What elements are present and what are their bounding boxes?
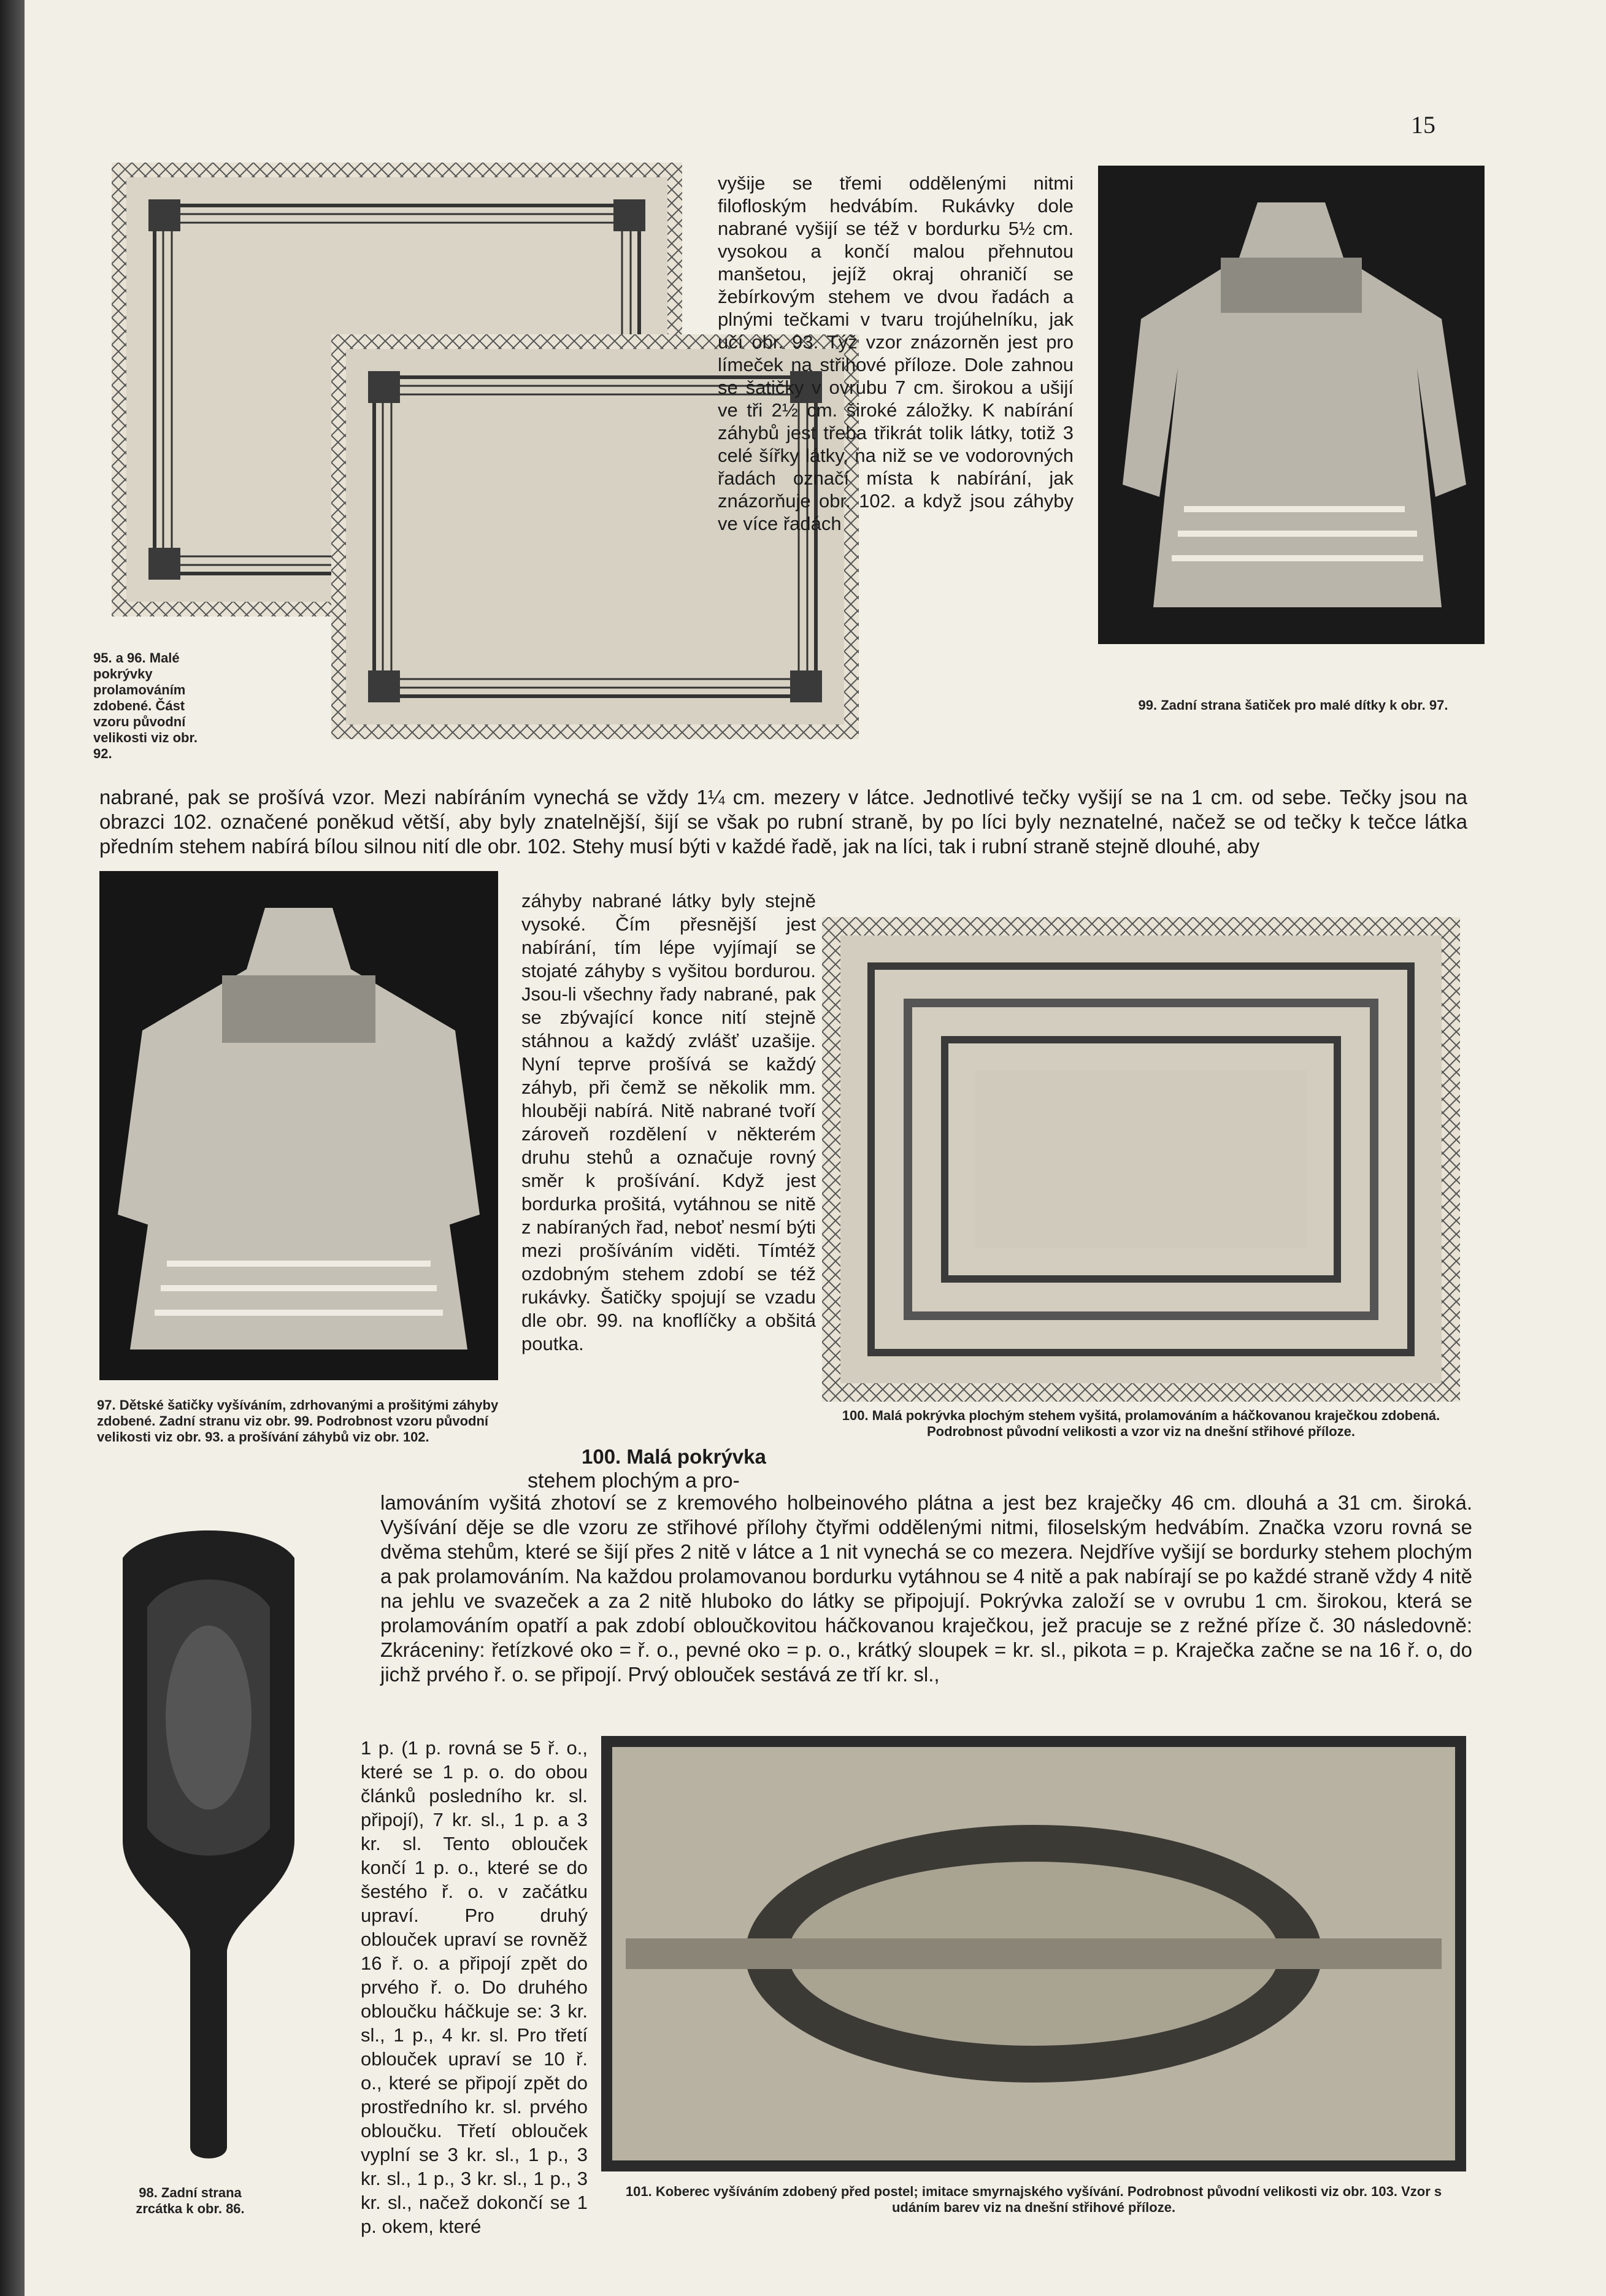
text-paragraph-5: 1 p. (1 p. rovná se 5 ř. o., které se 1 p. o. do obou článků posledního kr. sl. připojí), 7 kr. sl., 1 p. a 3 kr. sl. Tento oblouček končí 1 p. o., které se do šestého ř. o. v začátku upraví. Pro druhý oblouček upraví se rovněž 16 ř. o. a připojí zpět do prvého ř. o. Do druhého obloučku háčkuje se: 3 kr. sl., 1 p., 4 kr. sl. Pro třetí oblouček upraví se 10 ř. o., které se připojí zpět do prostředního kr. sl. prvého obloučku. Třetí oblouček vyplní se 3 kr. sl., 1 p., 3 kr. sl., 1 p., 3 kr. sl., 1 p., 3 kr. sl., načež dokončí se 1 p. okem, které	[361, 1737, 588, 2237]
figure-97-dress-front	[99, 871, 498, 1380]
heading-fig-100: 100. Malá pokrývka	[582, 1445, 766, 1468]
book-spine-shadow	[0, 0, 25, 2296]
caption-fig-95-96: 95. a 96. Malé pokrývky prolamováním zdobené. Část vzoru původní velikosti viz obr. 92.	[93, 650, 198, 761]
figure-101-carpet	[601, 1736, 1466, 2171]
caption-fig-101: 101. Koberec vyšíváním zdobený před postel; imitace smyrnajského vyšívání. Podrobnost původní velikosti viz obr. 103. Vzor s udáním barev viz na dnešní střihové příloze.	[625, 2184, 1442, 2215]
caption-fig-97: 97. Dětské šatičky vyšíváním, zdrhovanými a prošitými záhyby zdobené. Zadní stranu viz obr. 99. Podrobnost vzoru původní velikosti viz obr. 93. a prošívání záhybů viz obr. 102.	[97, 1397, 499, 1445]
page-number: 15	[1411, 111, 1435, 139]
caption-fig-98: 98. Zadní strana zrcátka k obr. 86.	[136, 2185, 245, 2216]
figure-100-cover	[822, 917, 1460, 1402]
text-paragraph-4-start: stehem plochým a pro-	[528, 1469, 740, 1492]
figure-99-dress-back	[1098, 166, 1485, 644]
caption-fig-99: 99. Zadní strana šatiček pro malé dítky k obr. 97.	[1138, 697, 1448, 713]
text-paragraph-4: lamováním vyšitá zhotoví se z kremového holbeinového plátna a jest bez kraječky 46 cm. dlouhá a 31 cm. široká. Vyšívání děje se dle vzoru ze střihové přílohy čtyřmi oddělenými nitmi, filoselským hedvábím. Značka vzoru rovná se dvěma stehům, které se šijí přes 2 nitě v látce a 1 nit vynechá se co mezera. Nejdříve vyšijí se bordurky stehem plochým a pak prolamováním. Na každou prolamovanou bordurku vytáhnou se 4 nitě a pak nabírají se po každé straně vždy 4 nitě na jehlu ve svazeček a za 2 nitě hluboko do látky se připojují. Pokrývka založí se v ovrubu 1 cm. širokou, která se prolamováním opatří a pak zdobí obloučkovitou háčkovanou kraječkou, jež pracuje se z režné příze č. 30 následovně: Zkráceniny: řetízkové oko = ř. o., pevné oko = p. o., krátký sloupek = kr. sl., pikota = p. Kraječka začne se na 16 ř. o, do jichž prvého ř. o. se připojí. Prvý oblouček sestává ze tří kr. sl.,	[380, 1491, 1472, 1686]
text-paragraph-2: nabrané, pak se prošívá vzor. Mezi nabíráním vynechá se vždy 1¼ cm. mezery v látce. Jednotlivé tečky vyšijí se na 1 cm. od sebe. Tečky jsou na obrazci 102. označené poněkud větší, aby byly znatelnější, šijí se však po rubní straně, by po líci byly neznatelné, načež se od tečky k tečce látka předním stehem nabírá bílou silnou nití dle obr. 102. Stehy musí býti v každé řadě, jak na líci, tak i rubní straně stejně dlouhé, aby	[99, 786, 1467, 858]
text-paragraph-1: vyšije se třemi oddělenými nitmi filofloským hedvábím. Rukávky dole nabrané vyšijí se též v bordurku 5½ cm. vysokou a končí malou přehnutou manšetou, jejíž okraj ohraničí se žebírkovým stehem ve dvou řadách a plnými tečkami v tvaru trojúhelníku, jak učí obr. 93. Týž vzor znázorněn jest pro límeček na střihové příloze. Dole zahnou se šatičky v ovrubu 7 cm. širokou a ušijí ve tři 2½ cm. široké záložky. K nabírání záhybů jest třeba třikrát tolik látky, totiž 3 celé šířky látky, na niž se ve vodorovných řadách označí místa k nabírání, jak znázorňuje obr. 102. a když jsou záhyby ve více řadách	[718, 172, 1074, 534]
text-paragraph-3: záhyby nabrané látky byly stejně vysoké. Čím přesnější jest nabírání, tím lépe vyjímají se stojaté záhyby s vyšitou bordurou. Jsou-li všechny řady nabrané, pak se zbývající konce nití stejně stáhnou a každý zvlášť uzašije. Nyní teprve prošívá se každý záhyb, při čemž se několik mm. hlouběji nabírá. Nitě nabrané tvoří zároveň rozdělení v některém druhu stehů a označuje rovný směr k prošívání. Když jest bordurka prošitá, vytáhnou se nitě z nabíraných řad, neboť nesmí býti mezi prošíváním viděti. Tímtéž ozdobným stehem zdobí se též rukávky. Šatičky spojují se vzadu dle obr. 99. na knoflíčky a obšitá poutka.	[521, 890, 816, 1354]
caption-fig-100: 100. Malá pokrývka plochým stehem vyšitá, prolamováním a háčkovanou kraječkou zdobená. Podrobnost původní velikosti a vzor viz na dnešní střihové příloze.	[842, 1408, 1440, 1439]
magazine-page	[25, 0, 1606, 2296]
figure-98-mirror	[110, 1521, 307, 2165]
